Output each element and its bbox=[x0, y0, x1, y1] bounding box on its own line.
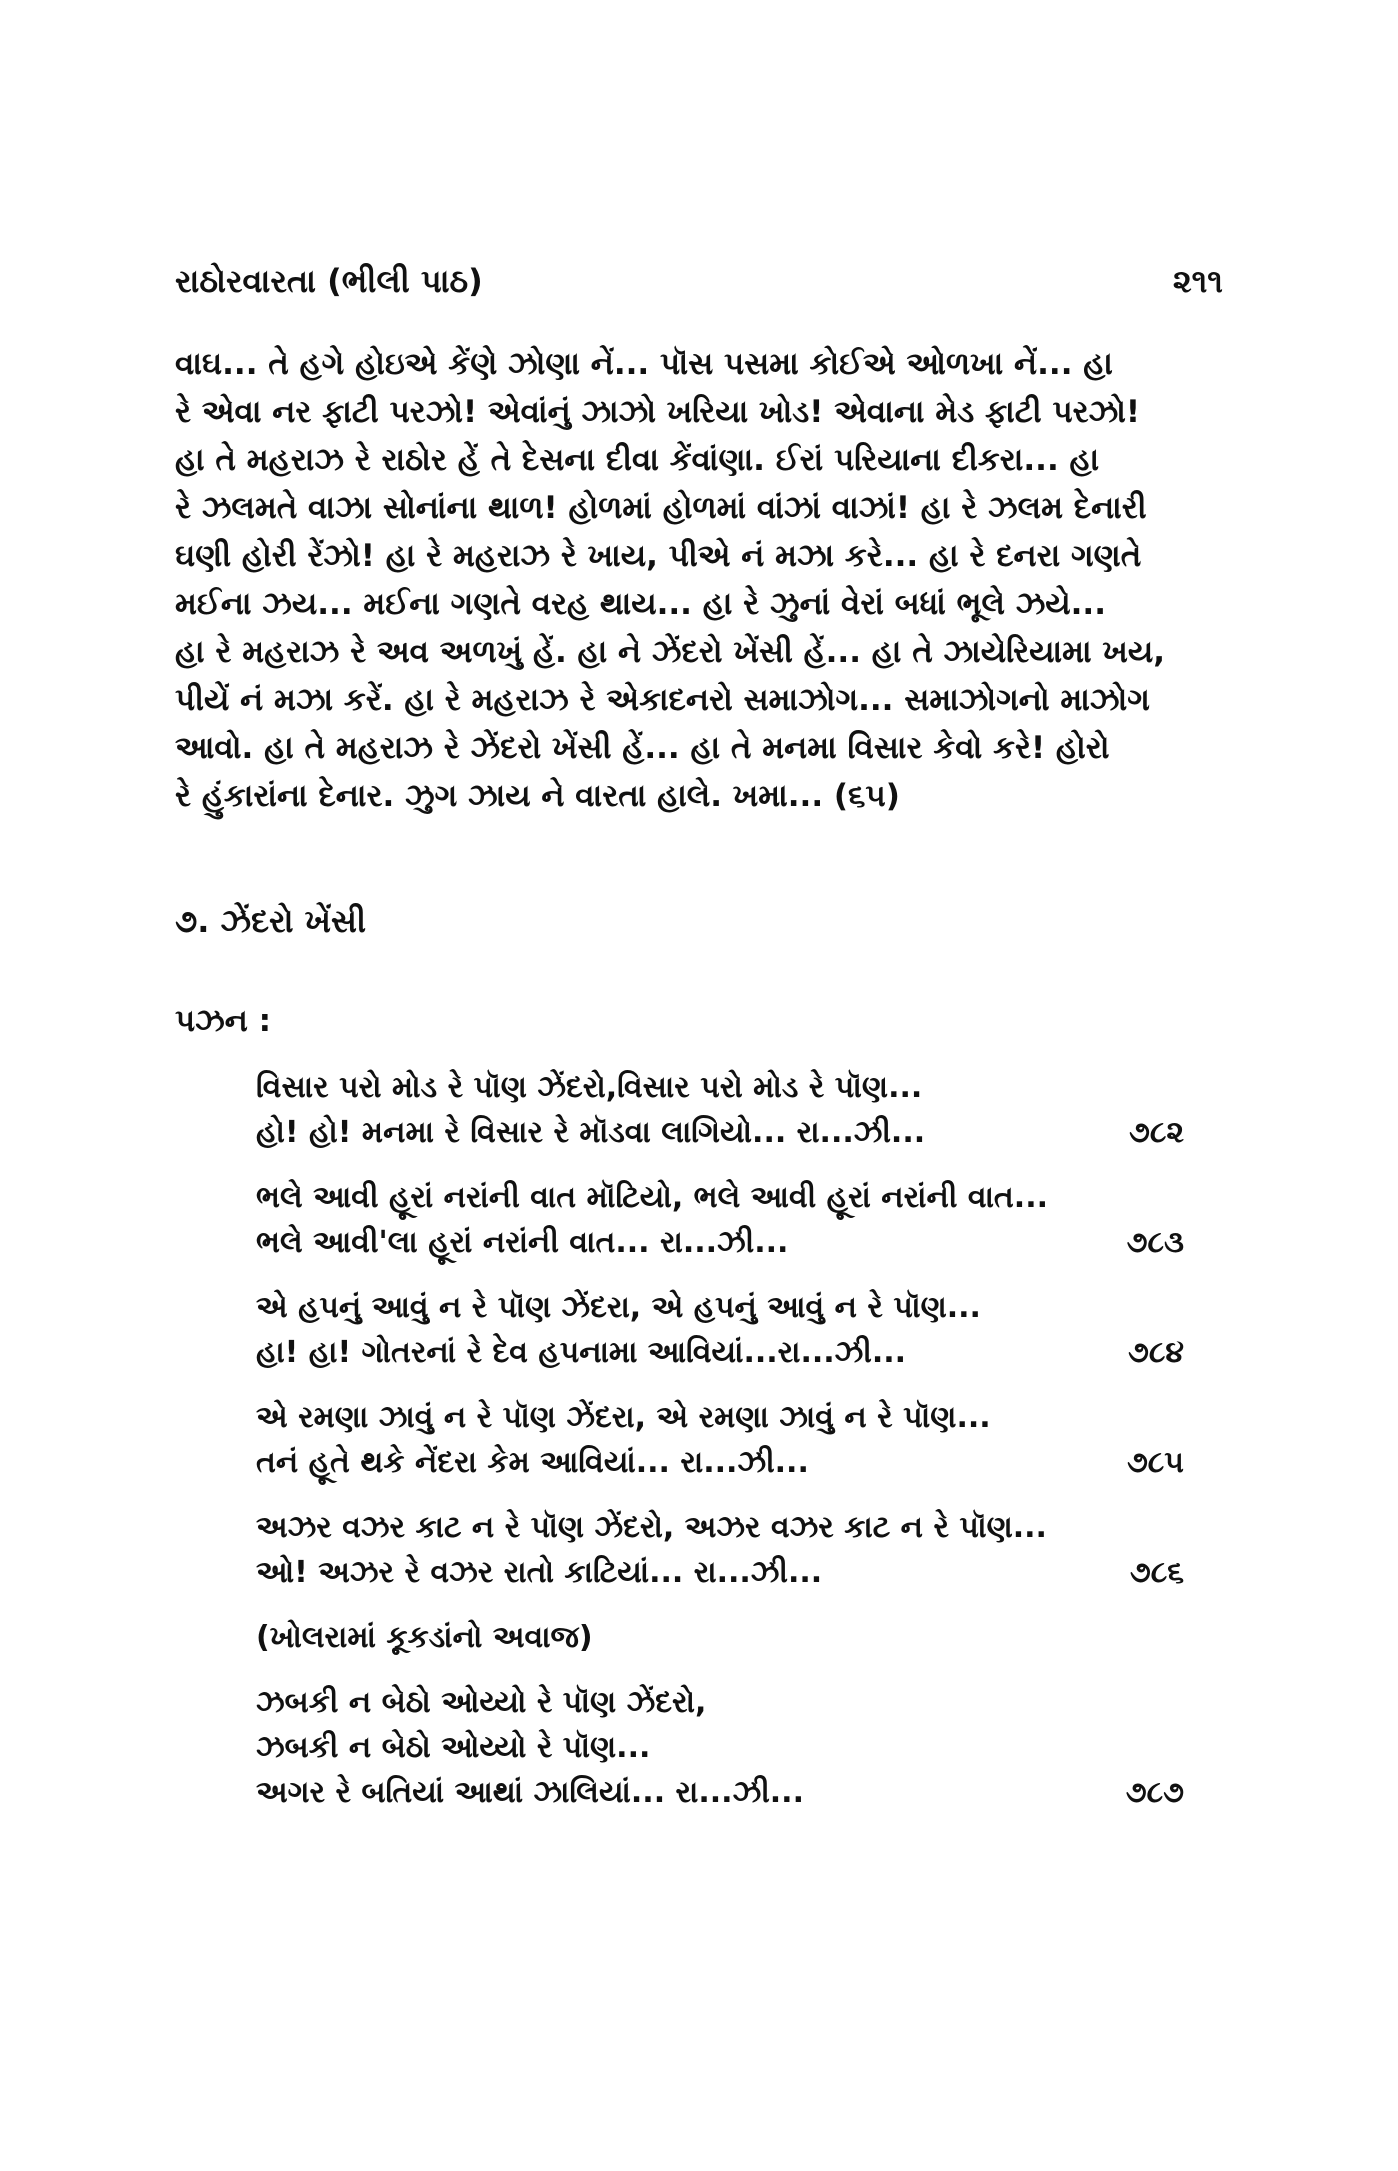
verse-text: અગર રે બતિયાં આથાં ઝાલિયાં... રા...ઝી... bbox=[256, 1775, 804, 1810]
verse-text: હા! હા! ગોતરનાં રે દેવ હપનામા આવિયાં...રા...ઝી... bbox=[256, 1335, 907, 1370]
prose-line: પીયેં નં મઝા કરેં. હા રે મહરાઝ રે એકાદનરો સમાઝોગ... સમાઝોગનો માઝોગ bbox=[175, 682, 1150, 718]
page-number: ૨૧૧ bbox=[1172, 262, 1223, 300]
verse-line: ઝબકી ન બેઠો ઓય્યો રે પૉણ... bbox=[256, 1730, 651, 1765]
stanza bbox=[256, 1175, 1236, 1265]
verse-text: હો! હો! મનમા રે વિસાર રે મૉડવા લાગિયો... રા...ઝી... bbox=[256, 1115, 926, 1150]
section-label: પઝન : bbox=[175, 1003, 271, 1039]
verse-number: ૭૮૨ bbox=[1129, 1115, 1184, 1150]
verse-number: ૭૮૪ bbox=[1128, 1335, 1184, 1370]
prose-line: રે એવા નર ફાટી પરઝો! એવાંનું ઝાઝો ખરિયા ખોડ! એવાના મેડ ફાટી પરઝો! bbox=[175, 394, 1141, 430]
verse-text: ઓ! અઝર રે વઝર રાતો કાટિયાં... રા...ઝી... bbox=[256, 1555, 823, 1590]
verse-block bbox=[256, 1065, 1236, 1835]
section-heading: ૭. ઝેંદરો ખેંસી bbox=[175, 902, 367, 940]
verse-line: ઝબકી ન બેઠો ઓય્યો રે પૉણ ઝેંદરો, bbox=[256, 1685, 707, 1720]
verse-number: ૭૮૫ bbox=[1126, 1445, 1184, 1480]
prose-line: મઈના ઝય... મઈના ગણતે વરહ થાય... હા રે ઝુનાં વેરાં બધાં ભૂલે ઝયે... bbox=[175, 586, 1106, 622]
stage-note: (ખોલરામાં કૂકડાંનો અવાજ) bbox=[256, 1620, 593, 1655]
verse-line bbox=[256, 1550, 1236, 1595]
verse-number: ૭૮૬ bbox=[1129, 1555, 1184, 1590]
stanza bbox=[256, 1395, 1236, 1485]
verse-line bbox=[256, 1770, 1236, 1815]
prose-line: હા તે મહરાઝ રે રાઠોર હેં તે દેસના દીવા કેંવાંણા. ઈરાં પરિયાના દીકરા... હા bbox=[175, 442, 1100, 478]
verse-number: ૭૮૩ bbox=[1126, 1225, 1184, 1260]
stanza bbox=[256, 1065, 1236, 1155]
prose-line: હા રે મહરાઝ રે અવ અળખું હેં. હા ને ઝેંદરો ખેંસી હેં... હા તે ઝાયેરિયામા ખય, bbox=[175, 634, 1166, 670]
verse-line bbox=[256, 1440, 1236, 1485]
stanza bbox=[256, 1285, 1236, 1375]
verse-text: તનં હૂતે થકે નેંદરા કેમ આવિયાં... રા...ઝી... bbox=[256, 1445, 809, 1480]
verse-line bbox=[256, 1110, 1236, 1155]
verse-line bbox=[256, 1330, 1236, 1375]
prose-line: આવો. હા તે મહરાઝ રે ઝેંદરો ખેંસી હેં... હા તે મનમા વિસાર કેવો કરે! હોરો bbox=[175, 730, 1110, 766]
prose-line: વાઘ... તે હગે હોઇએ કેંણે ઝોણા નેં... પૉસ પસમા કોઈએ ઓળખા નેં... હા bbox=[175, 346, 1113, 382]
verse-line: વિસાર પરો મોડ રે પૉણ ઝેંદરો,વિસાર પરો મોડ રે પૉણ... bbox=[256, 1070, 923, 1105]
verse-line: ભલે આવી હૂરાં નરાંની વાત મૉટિયો, ભલે આવી હૂરાં નરાંની વાત... bbox=[256, 1180, 1048, 1215]
running-head: રાઠોરવારતા (ભીલી પાઠ) bbox=[175, 262, 483, 300]
verse-line: અઝર વઝર કાટ ન રે પૉણ ઝેંદરો, અઝર વઝર કાટ ન રે પૉણ... bbox=[256, 1510, 1047, 1545]
prose-paragraph bbox=[175, 340, 1225, 820]
prose-line: રે હુંકારાંના દેનાર. ઝુગ ઝાય ને વારતા હાલે. ખમા... (૬૫) bbox=[175, 778, 900, 814]
verse-line: એ હપનું આવું ન રે પૉણ ઝેંદરા, એ હપનું આવું ન રે પૉણ... bbox=[256, 1290, 981, 1325]
verse-number: ૭૮૭ bbox=[1125, 1775, 1184, 1810]
verse-line: એ રમણા ઝાવું ન રે પૉણ ઝેંદરા, એ રમણા ઝાવું ન રે પૉણ... bbox=[256, 1400, 991, 1435]
prose-line: ઘણી હોરી રેંઝો! હા રે મહરાઝ રે ખાય, પીએ નં મઝા કરે... હા રે દનરા ગણતે bbox=[175, 538, 1142, 574]
verse-text: ભલે આવી'લા હૂરાં નરાંની વાત... રા...ઝી... bbox=[256, 1225, 789, 1260]
prose-line: રે ઝલમતે વાઝા સોનાંના થાળ! હોળમાં હોળમાં વાંઝાં વાઝાં! હા રે ઝલમ દેનારી bbox=[175, 490, 1147, 526]
verse-line bbox=[256, 1220, 1236, 1265]
stanza bbox=[256, 1505, 1236, 1595]
stanza bbox=[256, 1680, 1236, 1815]
